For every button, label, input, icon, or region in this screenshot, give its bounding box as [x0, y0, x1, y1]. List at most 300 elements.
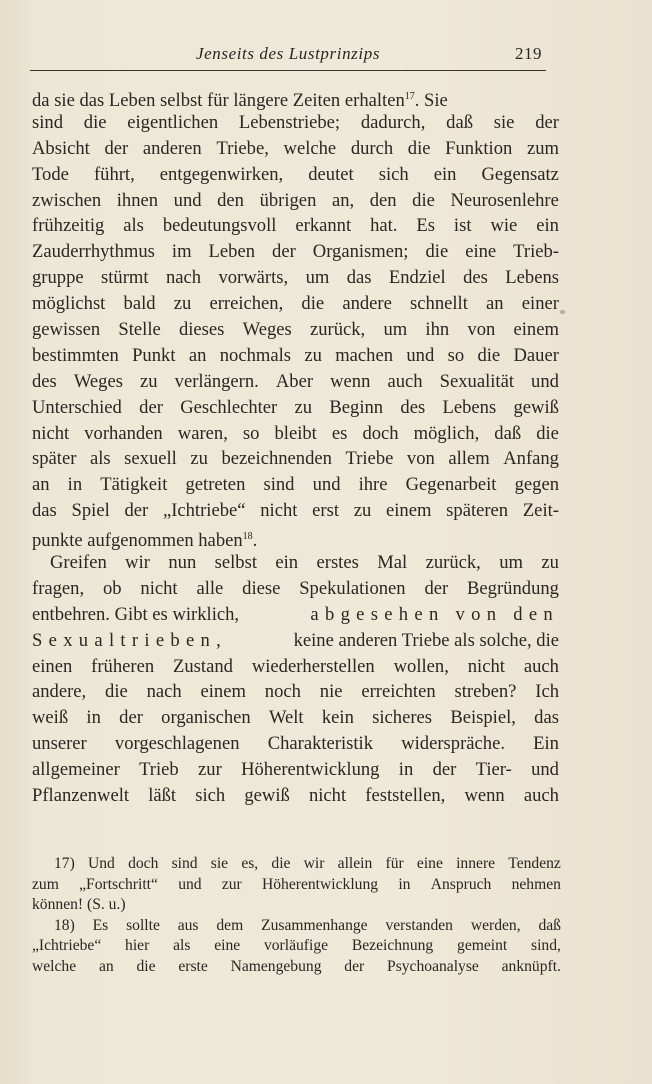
word: das	[32, 500, 57, 522]
text-line	[32, 162, 559, 188]
word: die	[412, 189, 435, 211]
word: verstanden	[385, 916, 453, 934]
word: die	[407, 137, 431, 159]
word: daß	[494, 422, 522, 444]
word: erreichten	[361, 681, 436, 703]
word: wie	[490, 215, 518, 237]
text-line	[32, 550, 559, 576]
word: zu	[353, 500, 372, 522]
text-line	[32, 757, 559, 783]
word: Zeit-	[522, 500, 559, 522]
word: doch	[362, 422, 399, 444]
word: eine	[214, 937, 241, 954]
word: Spiel	[71, 500, 110, 522]
word: bleibt	[274, 422, 317, 444]
text-line	[32, 369, 559, 395]
word: und	[173, 189, 202, 211]
word: machen	[335, 344, 394, 366]
word: durch	[350, 137, 394, 159]
footnote-18-line	[32, 916, 561, 937]
word: ein	[536, 215, 559, 237]
footnote-18-line	[32, 936, 561, 957]
word: zwischen	[32, 189, 102, 211]
word: Gegenarbeit	[405, 474, 497, 496]
word: zurück,	[425, 552, 481, 574]
word: ob	[102, 577, 122, 599]
line-text: da sie das Leben selbst für längere Zeiten erhalten	[32, 90, 405, 111]
word: nicht	[32, 422, 70, 444]
word: Weges	[73, 370, 123, 392]
word: Endziel	[388, 267, 446, 289]
word: Aber	[275, 370, 314, 392]
word: zum	[32, 875, 59, 893]
word: Triebe,	[216, 137, 269, 159]
word: innere	[456, 855, 496, 872]
word: führt,	[93, 163, 135, 185]
word: wenn	[464, 785, 505, 807]
word: einem	[513, 319, 559, 341]
word: sind,	[531, 937, 561, 954]
word: der	[424, 577, 449, 599]
word: einer	[521, 293, 559, 315]
word: in	[86, 707, 101, 729]
word: der	[124, 500, 149, 522]
word: zu	[541, 552, 559, 574]
word: dadurch,	[360, 111, 426, 133]
line-text: . Sie	[414, 90, 448, 111]
word: gewissen	[32, 319, 101, 341]
word: zu	[140, 370, 158, 392]
word: an	[188, 344, 207, 366]
word: übrigen	[259, 189, 317, 211]
word: Pflanzenwelt	[32, 785, 130, 807]
word: unserer	[32, 733, 87, 755]
word: Charakteristik	[267, 733, 374, 755]
text-line	[32, 421, 559, 447]
word: ein	[433, 163, 457, 185]
word: in	[398, 759, 414, 781]
word: an,	[331, 189, 355, 211]
text-line	[32, 498, 559, 524]
word: Begründung	[467, 577, 559, 599]
spaced-emphasis: Sexualtrieben,	[32, 629, 228, 651]
word: ist	[453, 215, 472, 237]
word: und	[406, 344, 435, 366]
word: in	[398, 875, 411, 893]
word: Neurosenlehre	[450, 189, 559, 211]
word: sollte	[126, 916, 160, 934]
word: deutet	[308, 163, 354, 185]
word: später	[32, 448, 77, 470]
page-number: 219	[515, 44, 542, 63]
page-header	[30, 44, 546, 71]
word: erkannt	[295, 215, 352, 237]
text-line	[32, 731, 559, 757]
word: Anspruch	[430, 875, 492, 893]
word: von	[467, 319, 496, 341]
word: Ein	[533, 733, 559, 755]
word: Dauer	[513, 344, 559, 366]
footnote-ref: 18	[242, 531, 253, 543]
word: daß	[446, 111, 474, 133]
word: Geschlechter	[180, 396, 278, 418]
word: Trieb	[139, 759, 179, 781]
word: zurück,	[309, 319, 366, 341]
word: „Ichtriebe“	[32, 937, 102, 954]
word: nicht	[308, 785, 347, 807]
line-text: keine anderen Triebe als solche, die	[293, 629, 559, 651]
word: nun	[168, 552, 197, 574]
word: Es	[92, 916, 109, 934]
word: kein	[321, 707, 354, 729]
word: werden,	[470, 916, 521, 934]
word: eigentlichen	[127, 111, 219, 133]
word: die	[136, 957, 156, 975]
word: Greifen	[50, 552, 107, 574]
word: des	[32, 370, 57, 392]
word: Lebenstriebe;	[238, 111, 341, 133]
text-line	[32, 84, 559, 110]
spaced-emphasis: abgesehen von den	[310, 603, 559, 625]
word: andere	[342, 293, 392, 315]
word: Tendenz	[508, 855, 561, 872]
word: Anfang	[503, 448, 559, 470]
word: getreten	[185, 474, 246, 496]
word: die	[301, 293, 325, 315]
word: der	[139, 396, 163, 418]
word: Tier-	[475, 759, 512, 781]
word: erst	[312, 500, 339, 522]
word: nehmen	[511, 875, 561, 893]
word: und	[312, 474, 341, 496]
word: läßt	[148, 785, 177, 807]
word: die	[477, 344, 501, 366]
word: Tode	[32, 163, 69, 185]
word: einem	[386, 500, 432, 522]
ink-speck	[560, 310, 565, 314]
word: die	[536, 422, 559, 444]
word: früheren	[91, 655, 155, 677]
word: das	[346, 267, 372, 289]
word: des	[400, 396, 426, 418]
word: ihn	[425, 319, 450, 341]
word: ihre	[358, 474, 388, 496]
word: erste	[178, 957, 208, 975]
line-text: .	[252, 530, 258, 552]
word: Bezeichnung	[351, 937, 434, 954]
word: den	[369, 189, 397, 211]
word: gemeint	[457, 937, 508, 954]
word: die	[271, 855, 291, 872]
word: Sexualität	[439, 370, 514, 392]
word: alle	[196, 577, 224, 599]
text-line	[32, 679, 559, 705]
word: Höherentwicklung	[262, 875, 379, 893]
word: wir	[125, 552, 150, 574]
word: an	[32, 474, 50, 496]
word: bestimmten	[32, 344, 119, 366]
word: sind	[263, 474, 295, 496]
word: Und	[88, 855, 115, 872]
word: bedeutungsvoll	[162, 215, 277, 237]
word: erstes	[316, 552, 359, 574]
word: auch	[523, 785, 559, 807]
word: zu	[190, 448, 208, 470]
text-line	[32, 110, 559, 136]
word: wenn	[330, 370, 371, 392]
word: in	[67, 474, 83, 496]
word: daß	[538, 916, 561, 934]
word: Zusammenhange	[261, 916, 368, 934]
word: nicht	[467, 655, 505, 677]
word: so	[447, 344, 465, 366]
word: der	[104, 137, 129, 159]
word: um	[499, 552, 523, 574]
word: wir	[303, 855, 325, 872]
word: und	[178, 875, 202, 893]
word: Stelle	[118, 319, 161, 341]
footnotes	[32, 854, 561, 977]
word: entgegenwirken,	[159, 163, 284, 185]
text-line	[32, 783, 559, 809]
word: der	[119, 707, 143, 729]
word: zu	[304, 344, 322, 366]
word: nach	[165, 267, 202, 289]
word: Unterschied	[32, 396, 122, 418]
text-line	[32, 265, 559, 291]
word: sexuell	[124, 448, 177, 470]
text-line	[32, 654, 559, 680]
word: Gegensatz	[481, 163, 559, 185]
word: Beispiel,	[450, 707, 516, 729]
word: dieses	[178, 319, 225, 341]
word: für	[385, 855, 404, 872]
word: der	[432, 759, 457, 781]
word: Triebe	[345, 448, 394, 470]
text-line	[32, 291, 559, 317]
word: ihnen	[116, 189, 159, 211]
word: welche	[283, 137, 337, 159]
word: 17)	[54, 855, 75, 872]
word: diese	[242, 577, 281, 599]
word: die	[425, 241, 449, 263]
word: gewiß	[513, 396, 559, 418]
word: feststellen,	[365, 785, 446, 807]
word: weiß	[32, 707, 69, 729]
footnote-ref: 17	[404, 91, 415, 102]
word: sind	[32, 111, 63, 133]
word: späteren	[446, 500, 509, 522]
word: wollen,	[393, 655, 449, 677]
word: den	[217, 189, 244, 211]
word: Weges	[242, 319, 292, 341]
word: Ich	[535, 681, 559, 703]
word: an	[98, 957, 114, 975]
word: nach	[146, 681, 182, 703]
word: der	[535, 111, 559, 133]
word: bezeichnenden	[221, 448, 332, 470]
text-line	[32, 576, 559, 602]
word: nicht	[260, 500, 298, 522]
text-line	[32, 472, 559, 498]
word: Welt	[268, 707, 304, 729]
word: allem	[448, 448, 490, 470]
footnote-17-line	[32, 875, 561, 896]
word: andere,	[32, 681, 87, 703]
word: sicheres	[372, 707, 433, 729]
text-line	[32, 602, 559, 628]
word: zur	[221, 875, 242, 893]
footnote-17-line: können! (S. u.)	[32, 896, 126, 913]
word: nicht	[140, 577, 178, 599]
word: Absicht	[32, 137, 90, 159]
word: es,	[241, 855, 259, 872]
word: gewiß	[244, 785, 290, 807]
word: frühzeitig	[32, 215, 105, 237]
word: zum	[526, 137, 559, 159]
word: auch	[523, 655, 559, 677]
word: einem	[200, 681, 246, 703]
word: als	[89, 448, 111, 470]
text-line	[32, 317, 559, 343]
text-line	[32, 628, 559, 654]
word: „Fortschritt“	[79, 875, 158, 893]
word: Psychoanalyse	[387, 957, 479, 975]
text-line	[32, 213, 559, 239]
line-text: punkte aufgenommen haben	[32, 530, 243, 552]
word: verlängern.	[174, 370, 259, 392]
word: Höherentwicklung	[241, 759, 380, 781]
word: streben?	[454, 681, 517, 703]
word: Beginn	[329, 396, 384, 418]
word: Funktion	[445, 137, 513, 159]
word: von	[406, 448, 435, 470]
word: „Ichtriebe“	[162, 500, 246, 522]
word: vorläufige	[263, 937, 329, 954]
word: selbst	[214, 552, 257, 574]
word: zur	[198, 759, 222, 781]
word: des	[463, 267, 488, 289]
word: auch	[387, 370, 423, 392]
word: Leben	[208, 241, 256, 263]
word: schnellt	[410, 293, 468, 315]
word: erreichen,	[209, 293, 284, 315]
word: aus	[177, 916, 199, 934]
word: gruppe	[32, 267, 84, 289]
word: Lebens	[442, 396, 497, 418]
word: und	[531, 370, 559, 392]
text-line	[32, 239, 559, 265]
word: wiederherstellen	[251, 655, 375, 677]
word: die	[105, 681, 128, 703]
running-title: Jenseits des Lustprinzips	[195, 44, 381, 63]
word: Punkt	[132, 344, 176, 366]
word: die	[83, 111, 107, 133]
word: im	[171, 241, 192, 263]
word: möglich,	[413, 422, 480, 444]
word: organischen	[161, 707, 251, 729]
text-line	[32, 136, 559, 162]
word: stürmt	[101, 267, 149, 289]
word: vorwärts,	[218, 267, 289, 289]
word: fragen,	[32, 577, 85, 599]
word: doch	[128, 855, 159, 872]
word: so	[242, 422, 260, 444]
word: Es	[416, 215, 435, 237]
word: sind	[171, 855, 198, 872]
word: ein	[275, 552, 299, 574]
word: allein	[337, 855, 373, 872]
word: dem	[216, 916, 244, 934]
word: Zauderrhythmus	[32, 241, 155, 263]
word: noch	[264, 681, 301, 703]
text-line	[32, 188, 559, 214]
line-text: entbehren. Gibt es wirklich,	[32, 603, 240, 625]
word: hier	[125, 937, 150, 954]
word: widerspräche.	[401, 733, 505, 755]
word: nochmals	[219, 344, 291, 366]
word: sich	[378, 163, 409, 185]
word: um	[383, 319, 408, 341]
word: 18)	[54, 916, 75, 934]
word: bald	[123, 293, 156, 315]
word: das	[534, 707, 559, 729]
footnote-18-line	[32, 957, 561, 978]
word: Lebens	[505, 267, 559, 289]
word: Trieb-	[513, 241, 559, 263]
word: Mal	[377, 552, 408, 574]
word: Spekulationen	[299, 577, 406, 599]
word: möglichst	[32, 293, 106, 315]
text-line	[32, 446, 559, 472]
body-text	[32, 84, 559, 809]
word: als	[173, 937, 191, 954]
word: welche	[32, 957, 77, 975]
word: als	[123, 215, 144, 237]
word: waren,	[177, 422, 228, 444]
word: sich	[195, 785, 226, 807]
word: vorhanden	[84, 422, 163, 444]
word: sie	[493, 111, 515, 133]
word: vorgeschlagenen	[114, 733, 240, 755]
word: Zustand	[173, 655, 233, 677]
text-line	[32, 524, 559, 550]
text-line	[32, 343, 559, 369]
footnote-17-line	[32, 854, 561, 875]
word: eine	[416, 855, 443, 872]
text-line	[32, 705, 559, 731]
word: sie	[210, 855, 229, 872]
word: der	[272, 241, 296, 263]
word: zu	[173, 293, 192, 315]
word: allgemeiner	[32, 759, 120, 781]
word: Tätigkeit	[100, 474, 168, 496]
word: gegen	[514, 474, 559, 496]
word: der	[344, 957, 365, 975]
word: um	[305, 267, 330, 289]
word: eine	[465, 241, 497, 263]
word: es	[331, 422, 348, 444]
word: anderen	[142, 137, 202, 159]
word: zu	[294, 396, 313, 418]
word: anknüpft.	[501, 957, 561, 975]
word: Organismen;	[312, 241, 409, 263]
word: und	[531, 759, 559, 781]
text-line	[32, 395, 559, 421]
word: nie	[319, 681, 343, 703]
word: einen	[32, 655, 73, 677]
word: Namengebung	[230, 957, 322, 975]
